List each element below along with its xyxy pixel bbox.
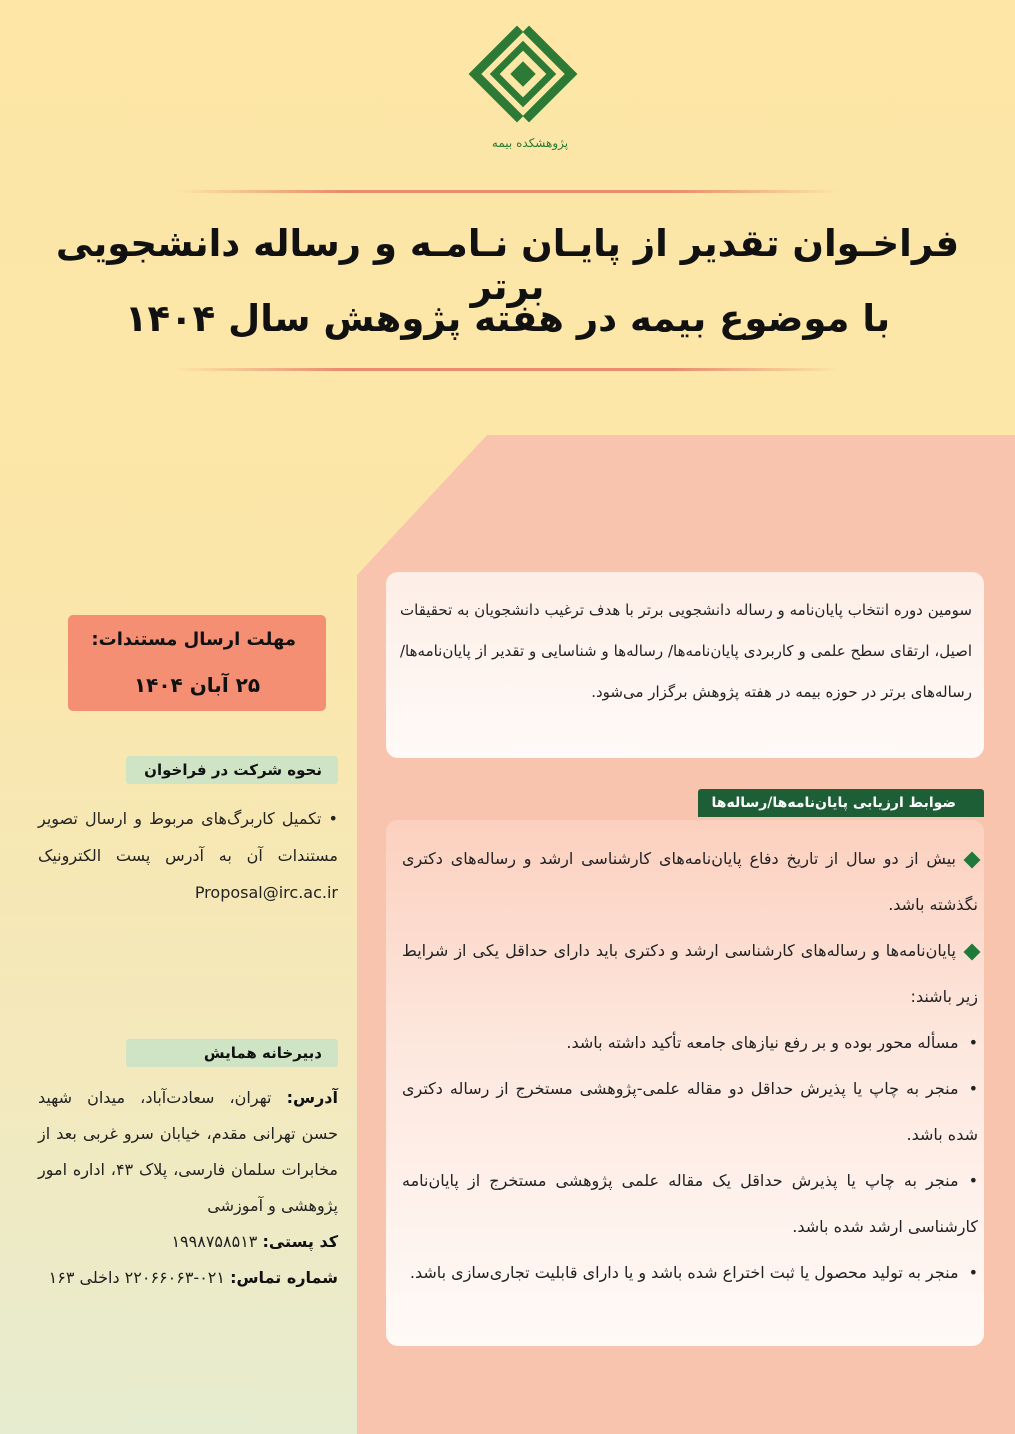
institute-logo [468, 22, 578, 162]
top-divider [175, 190, 840, 193]
criteria-item: پایان‌نامه‌ها و رساله‌های کارشناسی ارشد و دکتری باید دارای حداقل یکی از شرایط زیر باشند: [402, 928, 978, 1020]
bottom-divider [175, 368, 840, 371]
secretariat-info [38, 1080, 338, 1296]
address-line: آدرس: تهران، سعادت‌آباد، میدان شهید حسن تهرانی مقدم، خیابان سرو غربی بعد از مخابرات سلمان فارسی، پلاک ۴۳، اداره امور پژوهشی و آموزشی [38, 1088, 339, 1215]
criteria-subitem: •منجر به تولید محصول یا ثبت اختراع شده باشد و یا دارای قابلیت تجاری‌سازی باشد. [409, 1263, 978, 1282]
criteria-subitem: •منجر به چاپ یا پذیرش حداقل دو مقاله علمی-پژوهشی مستخرج از رساله دکتری شده باشد. [402, 1079, 978, 1144]
dot-bullet-icon: • [968, 1171, 978, 1190]
dot-bullet-icon: • [968, 1263, 978, 1282]
criteria-subitem: •منجر به چاپ یا پذیرش حداقل یک مقاله علمی پژوهشی مستخرج از پایان‌نامه کارشناسی ارشد شده باشد. [402, 1171, 978, 1236]
dot-bullet-icon: • [968, 1079, 978, 1098]
deadline-value: ۲۵ آبان ۱۴۰۴ [133, 673, 261, 697]
participation-header: نحوه شرکت در فراخوان [126, 756, 338, 784]
criteria-header: ضوابط ارزیابی پایان‌نامه‌ها/رساله‌ها [698, 789, 984, 817]
participation-text: • تکمیل کاربرگ‌های مربوط و ارسال تصویر مستندات آن به آدرس پست الکترونیک Proposal@irc.ac.ir [38, 809, 338, 902]
intro-text: سومین دوره انتخاب پایان‌نامه و رساله دانشجویی برتر با هدف ترغیب دانشجویان به تحقیقات اصیل، ارتقای سطح علمی و کاربردی پایان‌نامه‌ها/ رساله‌ها و شناسایی و تقدیر از پایان‌نامه‌ها/رساله‌های برتر در حوزه بیمه در هفته پژوهش برگزار می‌شود. [400, 601, 972, 701]
deadline-label: مهلت ارسال مستندات: [91, 629, 296, 650]
dot-bullet-icon: • [968, 1033, 978, 1052]
secretariat-header: دبیرخانه همایش [126, 1039, 338, 1067]
deadline-box [68, 615, 326, 711]
dot-bullet-icon: • [321, 809, 338, 828]
diamond-bullet-icon [964, 943, 981, 960]
postal-line: کد پستی: ۱۹۹۸۷۵۸۵۱۳ [171, 1232, 338, 1251]
page-title-line1: فراخـوان تقدیر از پایـان نـامـه و رساله دانشجویی برتر [55, 222, 960, 308]
phone-line: شماره تماس: ۰۲۱-۲۲۰۶۶۰۶۳ داخلی ۱۶۳ [48, 1268, 338, 1287]
participation-email[interactable]: Proposal@irc.ac.ir [194, 883, 338, 902]
criteria-item: بیش از دو سال از تاریخ دفاع پایان‌نامه‌های کارشناسی ارشد و رساله‌های دکتری نگذشته باشد. [402, 836, 978, 928]
logo-text: پژوهشکده بیمه [491, 136, 569, 150]
criteria-subitem: •مسأله محور بوده و بر رفع نیازهای جامعه تأکید داشته باشد. [566, 1033, 978, 1052]
diamond-bullet-icon [964, 851, 981, 868]
page-title-line2: با موضوع بیمه در هفته پژوهش سال ۱۴۰۴ [124, 297, 891, 340]
